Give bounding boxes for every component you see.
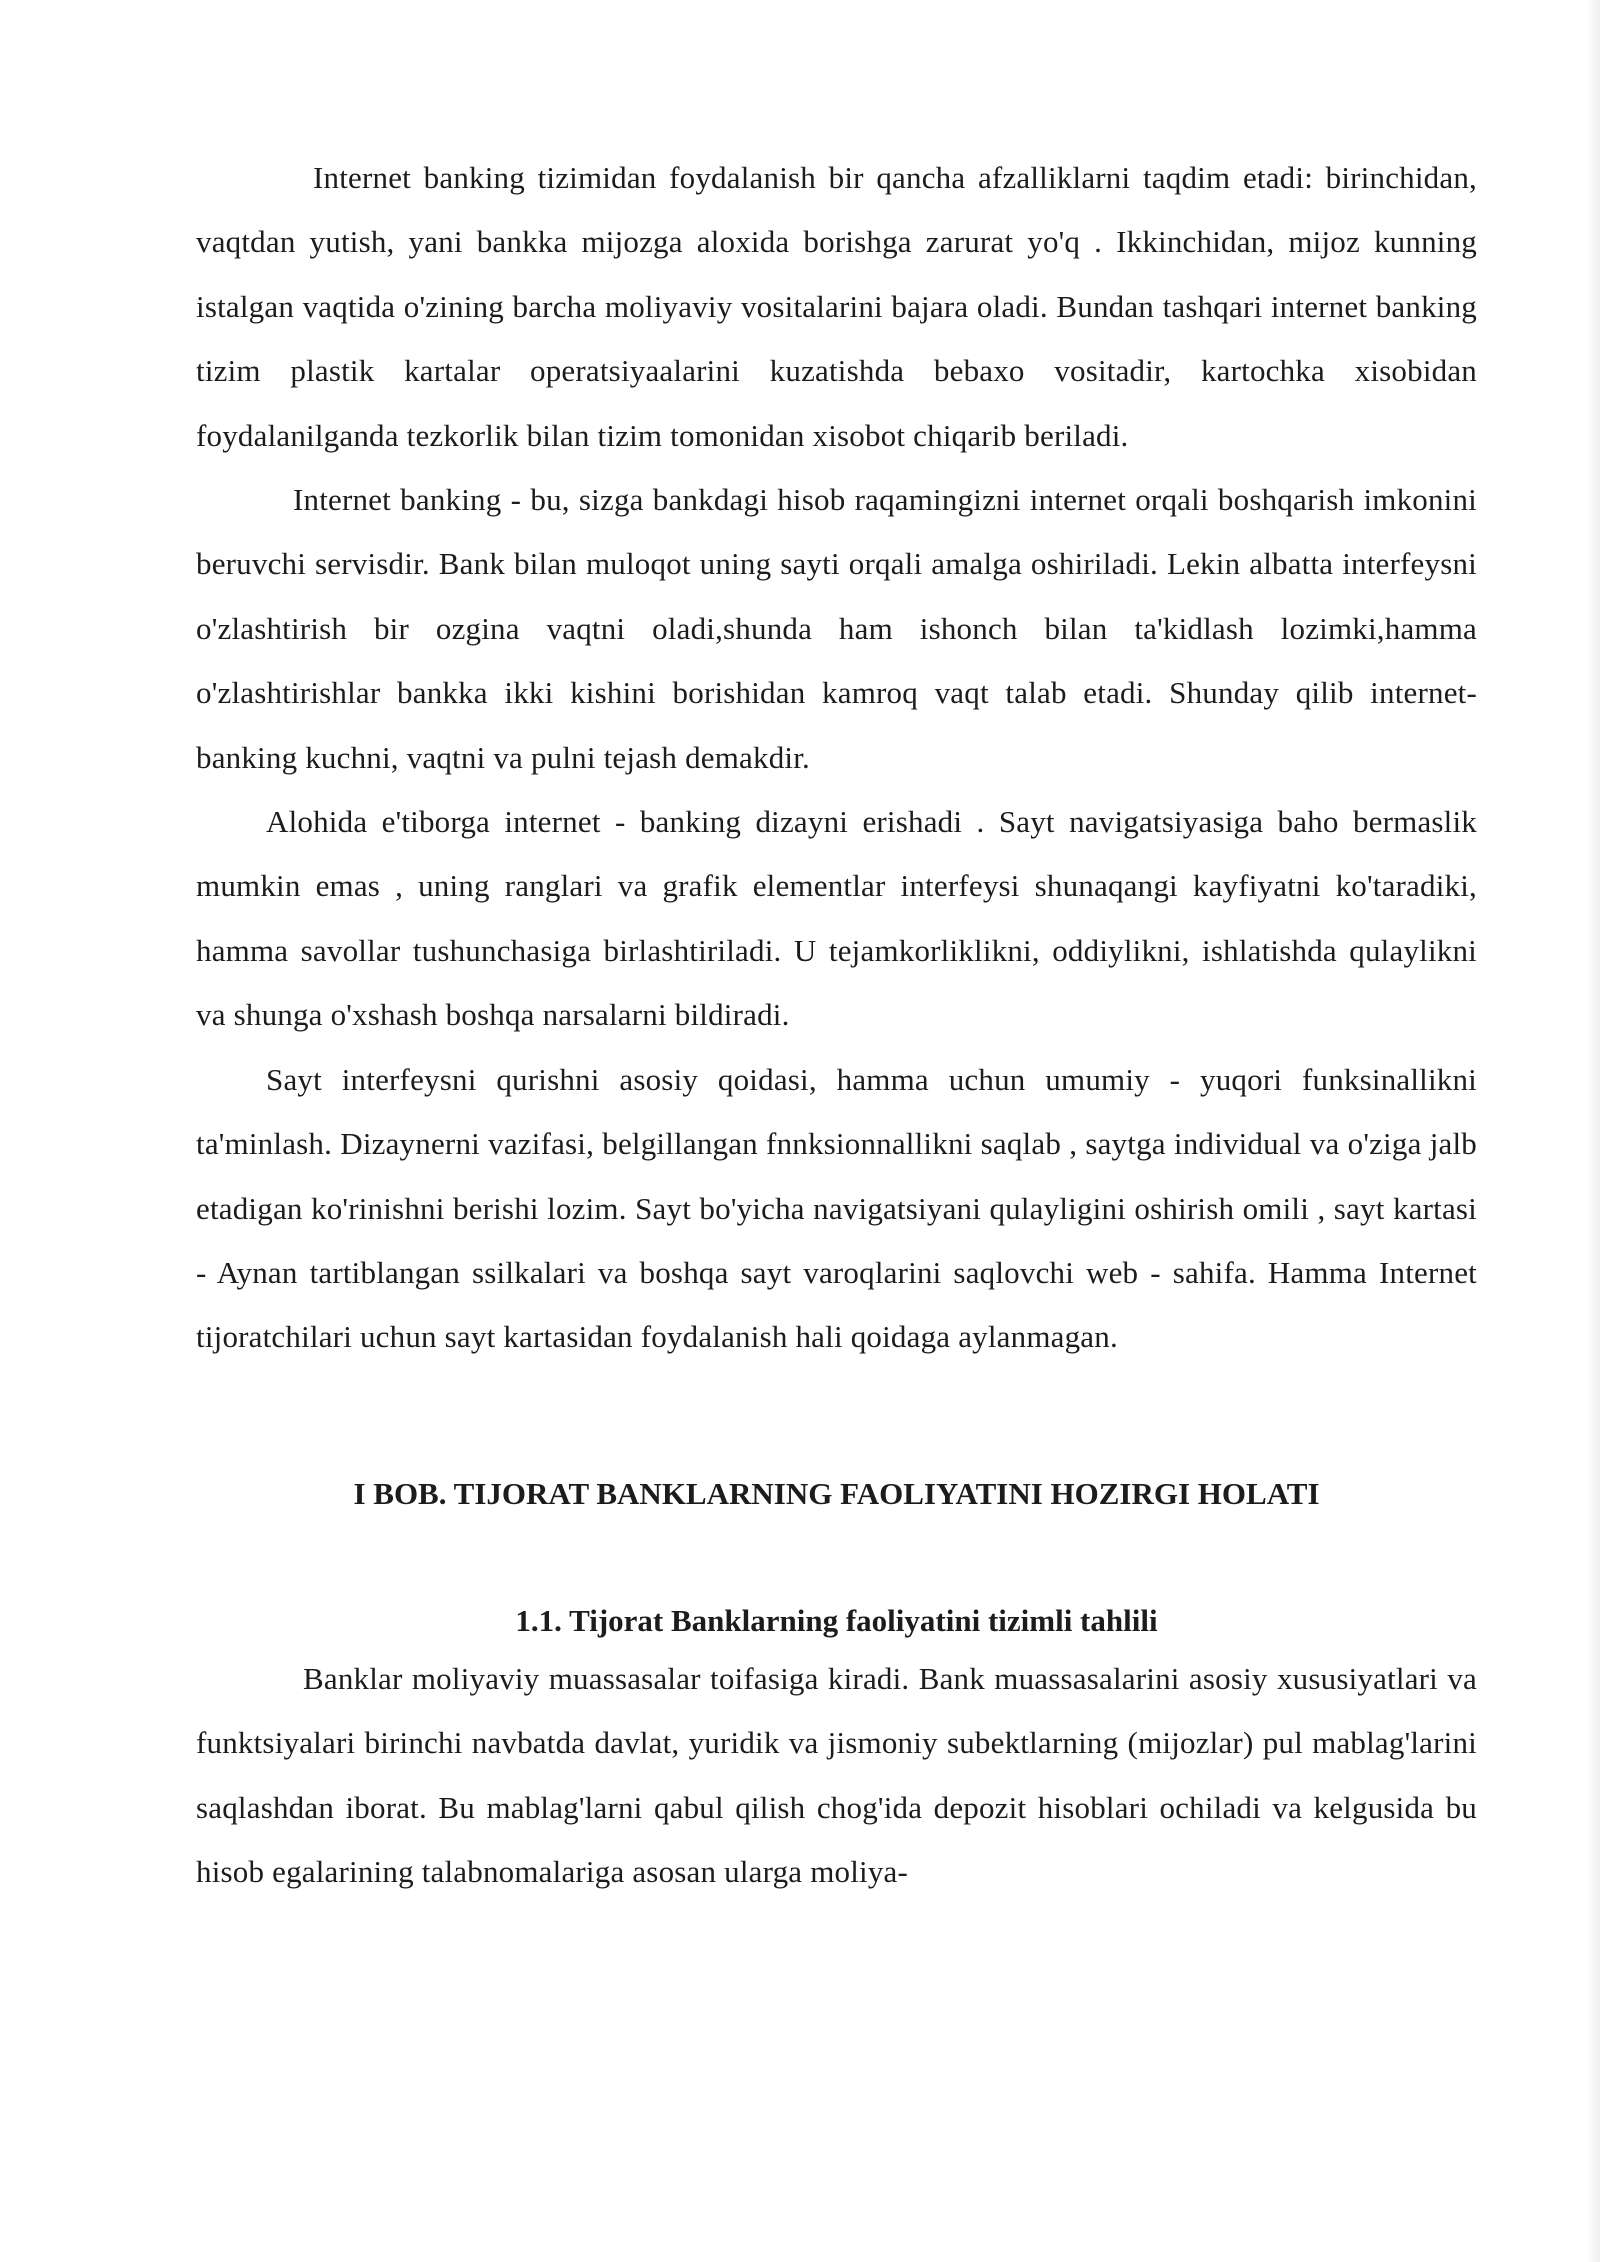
page-edge-shadow [1586, 0, 1600, 2262]
section-heading: 1.1. Tijorat Banklarning faoliyatini tizimli tahlili [515, 1602, 1158, 1638]
paragraph-banks-financial-institutions: Banklar moliyaviy muassasalar toifasiga kiradi. Bank muassasalarini asosiy xususiyatlari va funktsiyalari birinchi navbatda davlat, yuridik va jismoniy subektlarning (mijozlar) pul mablag'larini saqlashdan iborat. Bu mablag'larni qabul qilish chog'ida depozit hisoblari ochiladi va kelgusida bu hisob egalarining talabnomalariga asosan ularga moliya- [196, 1660, 1477, 1889]
paragraph-banking-design: Alohida e'tiborga internet - banking dizayni erishadi . Sayt navigatsiyasiga baho bermaslik mumkin emas , uning ranglari va grafik elementlar interfeysi shunaqangi kayfiyatni ko'taradiki, hamma savollar tushunchasiga birlashtiriladi. U tejamkorliklikni, oddiylikni, ishlatishda qulaylikni va shunga o'xshash boshqa narsalarni bildiradi. [196, 804, 1477, 1033]
document-page [196, 146, 1477, 1904]
paragraph-internet-banking-definition: Internet banking - bu, sizga bankdagi hisob raqamingizni internet orqali boshqarish imkonini beruvchi servisdir. Bank bilan muloqot uning sayti orqali amalga oshiriladi. Lekin albatta interfeysni o'zlashtirish bir ozgina vaqtni oladi,shunda ham ishonch bilan ta'kidlash lozimki,hamma o'zlashtirishlar bankka ikki kishini borishidan kamroq vaqt talab etadi. Shunday qilib internet-banking kuchni, vaqtni va pulni tejash demakdir. [196, 482, 1477, 775]
paragraph-site-interface: Sayt interfeysni qurishni asosiy qoidasi, hamma uchun umumiy - yuqori funksinallikni ta'minlash. Dizaynerni vazifasi, belgillangan fnnksionnallikni saqlab , saytga individual va o'ziga jalb etadigan ko'rinishni berishi lozim. Sayt bo'yicha navigatsiyani qulayligini oshirish omili , sayt kartasi - Aynan tartiblangan ssilkalari va boshqa sayt varoqlarini saqlovchi web - sahifa. Hamma Internet tijoratchilari uchun sayt kartasidan foydalanish hali qoidaga aylanmagan. [196, 1061, 1477, 1355]
paragraph-internet-banking-advantages: Internet banking tizimidan foydalanish bir qancha afzalliklarni taqdim etadi: birinchidan, vaqtdan yutish, yani bankka mijozga aloxida borishga zarurat yo'q . Ikkinchidan, mijoz kunning istalgan vaqtida o'zining barcha moliyaviy vositalarini bajara oladi. Bundan tashqari internet banking tizim plastik kartalar operatsiyaalarini kuzatishda bebaxo vositadir, kartochka xisobidan foydalanilganda tezkorlik bilan tizim tomonidan xisobot chiqarib beriladi. [196, 160, 1477, 453]
chapter-heading: I BOB. TIJORAT BANKLARNING FAOLIYATINI HOZIRGI HOLATI [353, 1475, 1320, 1511]
